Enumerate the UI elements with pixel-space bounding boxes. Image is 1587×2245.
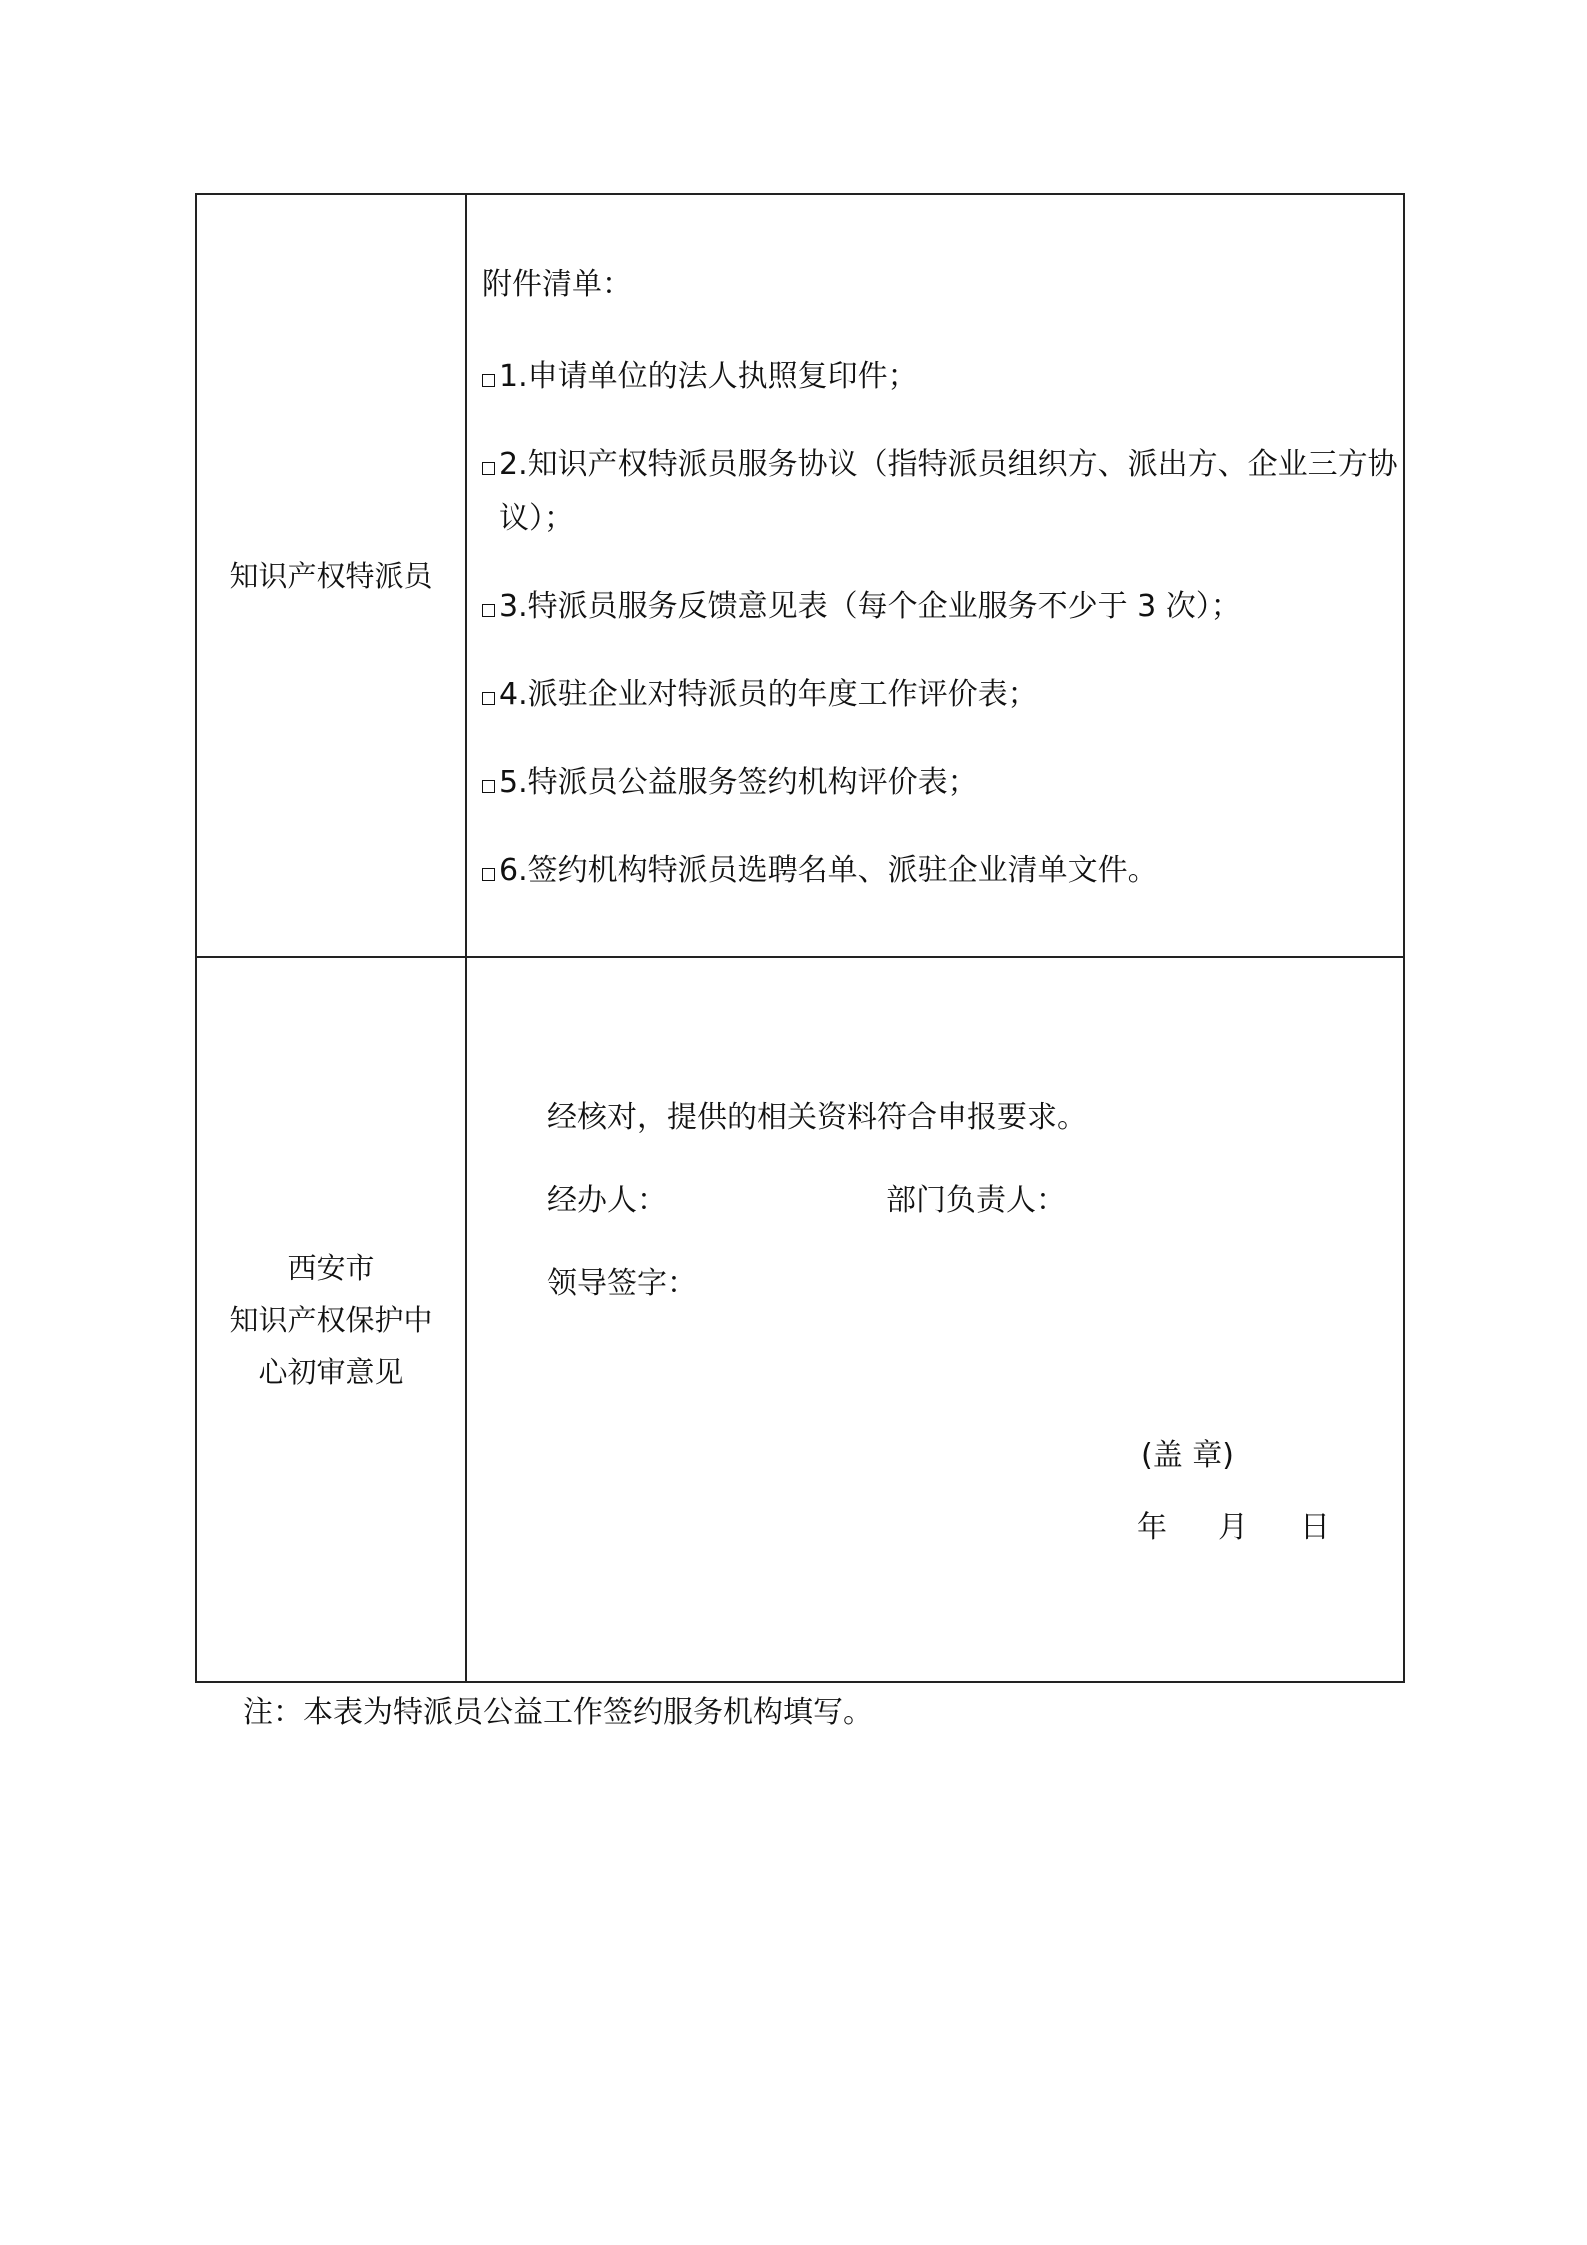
attachment-item-text: 4.派驻企业对特派员的年度工作评价表；	[499, 677, 1038, 712]
review-label-line: 心初审意见	[258, 1354, 404, 1389]
review-opinion-row	[197, 958, 1403, 1681]
review-row-label	[197, 958, 465, 1681]
checkbox-icon[interactable]	[482, 868, 495, 881]
checkbox-icon[interactable]	[482, 780, 495, 793]
attachment-item	[482, 756, 1402, 810]
checkbox-icon[interactable]	[482, 604, 495, 617]
date-month-label: 月	[1218, 1510, 1248, 1545]
attachment-item	[482, 844, 1402, 898]
attachment-item	[482, 350, 1402, 404]
attachments-row	[197, 195, 1403, 958]
review-cell	[467, 958, 1403, 1681]
form-footnote: 注：本表为特派员公益工作签约服务机构填写。	[243, 1695, 873, 1730]
attachment-item-text: 3.特派员服务反馈意见表（每个企业服务不少于 3 次）；	[499, 589, 1241, 624]
handler-label: 经办人：	[547, 1183, 667, 1218]
date-year-label: 年	[1137, 1510, 1167, 1545]
leader-sign-label: 领导签字：	[547, 1266, 697, 1301]
attachment-item-text: 5.特派员公益服务签约机构评价表；	[499, 765, 978, 800]
date-day-label: 日	[1300, 1510, 1330, 1545]
attachment-item-text: 6.签约机构特派员选聘名单、派驻企业清单文件。	[499, 853, 1158, 888]
review-label-line: 知识产权保护中	[229, 1302, 433, 1337]
row-label-ip-commissioner: 知识产权特派员	[229, 558, 433, 593]
attachment-item-text: 2.知识产权特派员服务协议（指特派员组织方、派出方、企业三方协议）；	[499, 447, 1398, 536]
checkbox-icon[interactable]	[482, 462, 495, 475]
attachment-item	[482, 668, 1402, 722]
attachment-item	[482, 580, 1402, 634]
dept-head-label: 部门负责人：	[886, 1183, 1066, 1218]
attachments-cell	[467, 195, 1403, 956]
review-label-line: 西安市	[287, 1250, 375, 1285]
attachments-row-label	[197, 195, 465, 956]
attachment-item-text: 1.申请单位的法人执照复印件；	[499, 359, 918, 394]
checkbox-icon[interactable]	[482, 692, 495, 705]
checkbox-icon[interactable]	[482, 374, 495, 387]
seal-label: (盖 章)	[1141, 1438, 1234, 1473]
verify-statement: 经核对，提供的相关资料符合申报要求。	[547, 1100, 1087, 1135]
attachments-title: 附件清单：	[482, 267, 632, 302]
application-form-table	[195, 193, 1405, 1683]
attachments-list	[482, 350, 1402, 932]
attachment-item	[482, 438, 1402, 546]
